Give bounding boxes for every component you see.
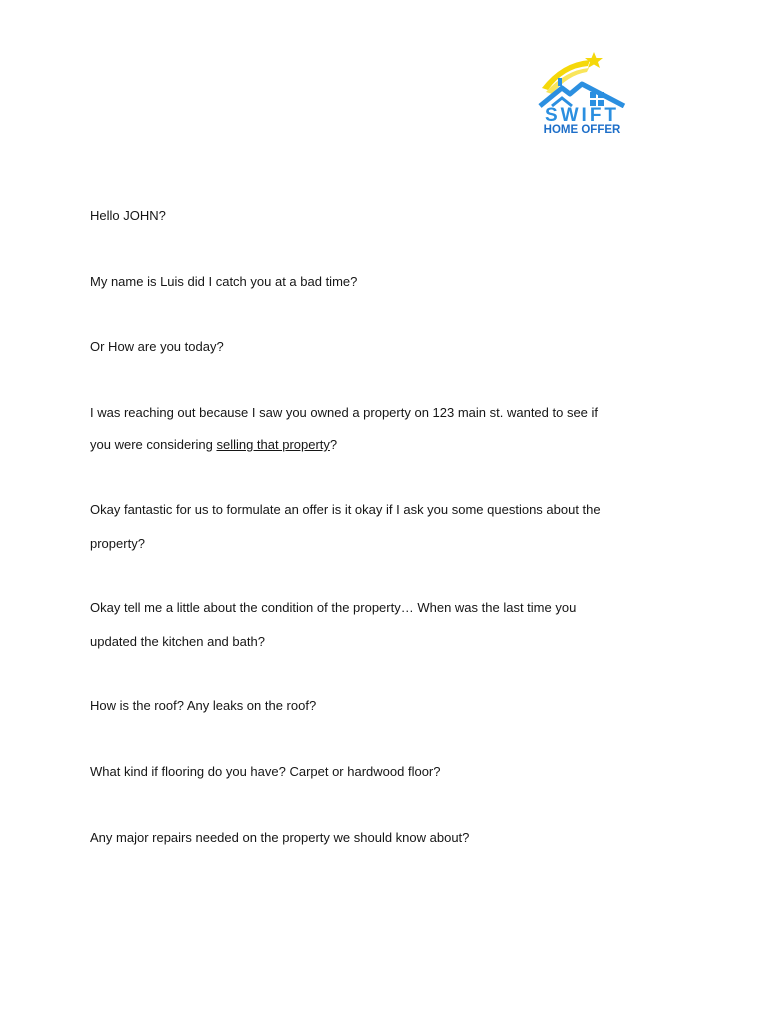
reaching-out-line-1: I was reaching out because I saw you owned a property on 123 main st. wanted to see if <box>90 405 599 420</box>
house-star-logo-icon <box>532 48 632 108</box>
condition-line-1: Okay tell me a little about the condition of the property… When was the last time you <box>90 600 577 615</box>
roof-line: How is the roof? Any leaks on the roof? <box>90 698 317 713</box>
greeting-line: Hello JOHN? <box>90 208 166 223</box>
flooring-line: What kind if flooring do you have? Carpet or hardwood floor? <box>90 764 441 779</box>
selling-property-underlined: selling that property <box>216 437 330 452</box>
offer-line-2: property? <box>90 536 145 551</box>
swift-home-offer-logo <box>532 48 672 153</box>
logo-wordmark: SWIFT <box>544 105 620 126</box>
repairs-line: Any major repairs needed on the property we should know about? <box>90 830 470 845</box>
reaching-out-line-2 <box>90 428 337 462</box>
condition-line-2: updated the kitchen and bath? <box>90 634 265 649</box>
offer-line-1: Okay fantastic for us to formulate an offer is it okay if I ask you some questions about the <box>90 502 601 517</box>
reaching-out-line-2-start: you were considering <box>90 437 217 452</box>
intro-line: My name is Luis did I catch you at a bad time? <box>90 274 358 289</box>
reaching-out-line-2-end: ? <box>329 437 338 452</box>
how-are-you-line: Or How are you today? <box>90 339 224 354</box>
logo-tagline: HOME OFFER <box>543 124 621 136</box>
